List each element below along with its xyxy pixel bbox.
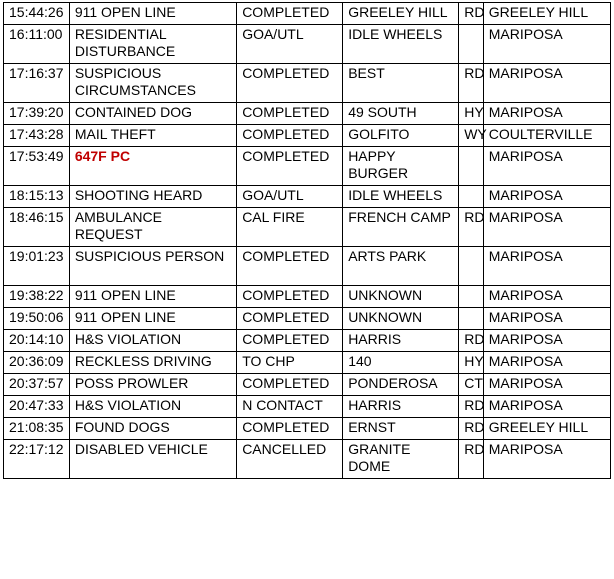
street-suffix-cell xyxy=(459,247,484,286)
city-cell: MARIPOSA xyxy=(483,330,610,352)
incident-cell: POSS PROWLER xyxy=(69,374,236,396)
table-row xyxy=(4,286,611,308)
street-cell: BEST xyxy=(343,64,459,103)
street-suffix-cell: RD xyxy=(459,418,484,440)
disposition-cell: COMPLETED xyxy=(237,64,343,103)
street-suffix-cell: RD xyxy=(459,64,484,103)
disposition-cell: GOA/UTL xyxy=(237,186,343,208)
table-row xyxy=(4,147,611,186)
street-suffix-cell: RD xyxy=(459,330,484,352)
time-cell: 17:16:37 xyxy=(4,64,70,103)
time-cell: 19:01:23 xyxy=(4,247,70,286)
street-cell: FRENCH CAMP xyxy=(343,208,459,247)
time-cell: 20:36:09 xyxy=(4,352,70,374)
street-suffix-cell xyxy=(459,308,484,330)
street-cell: HARRIS xyxy=(343,396,459,418)
disposition-cell: COMPLETED xyxy=(237,147,343,186)
city-cell: MARIPOSA xyxy=(483,186,610,208)
time-cell: 18:15:13 xyxy=(4,186,70,208)
incident-cell: H&S VIOLATION xyxy=(69,396,236,418)
street-cell: ARTS PARK xyxy=(343,247,459,286)
incident-log-table xyxy=(3,2,611,479)
table-row xyxy=(4,103,611,125)
table-row xyxy=(4,208,611,247)
street-suffix-cell xyxy=(459,286,484,308)
time-cell: 17:39:20 xyxy=(4,103,70,125)
time-cell: 19:38:22 xyxy=(4,286,70,308)
table-row xyxy=(4,3,611,25)
incident-cell: CONTAINED DOG xyxy=(69,103,236,125)
disposition-cell: TO CHP xyxy=(237,352,343,374)
table-row xyxy=(4,396,611,418)
time-cell: 17:53:49 xyxy=(4,147,70,186)
disposition-cell: CANCELLED xyxy=(237,440,343,479)
street-cell: PONDEROSA xyxy=(343,374,459,396)
disposition-cell: GOA/UTL xyxy=(237,25,343,64)
table-row xyxy=(4,308,611,330)
street-cell: IDLE WHEELS xyxy=(343,25,459,64)
time-cell: 18:46:15 xyxy=(4,208,70,247)
time-cell: 16:11:00 xyxy=(4,25,70,64)
incident-cell: SHOOTING HEARD xyxy=(69,186,236,208)
table-row xyxy=(4,352,611,374)
incident-cell: SUSPICIOUS CIRCUMSTANCES xyxy=(69,64,236,103)
street-suffix-cell: RD xyxy=(459,208,484,247)
incident-cell: 911 OPEN LINE xyxy=(69,286,236,308)
incident-cell: AMBULANCE REQUEST xyxy=(69,208,236,247)
street-suffix-cell: WY xyxy=(459,125,484,147)
street-cell: UNKNOWN xyxy=(343,286,459,308)
incident-cell: DISABLED VEHICLE xyxy=(69,440,236,479)
city-cell: MARIPOSA xyxy=(483,64,610,103)
table-row xyxy=(4,186,611,208)
city-cell: MARIPOSA xyxy=(483,103,610,125)
street-suffix-cell: RD xyxy=(459,440,484,479)
table-row xyxy=(4,125,611,147)
street-cell: 140 xyxy=(343,352,459,374)
city-cell: MARIPOSA xyxy=(483,396,610,418)
disposition-cell: N CONTACT xyxy=(237,396,343,418)
city-cell: MARIPOSA xyxy=(483,308,610,330)
time-cell: 20:37:57 xyxy=(4,374,70,396)
city-cell: GREELEY HILL xyxy=(483,3,610,25)
table-row xyxy=(4,247,611,286)
time-cell: 20:47:33 xyxy=(4,396,70,418)
disposition-cell: COMPLETED xyxy=(237,3,343,25)
street-cell: GREELEY HILL xyxy=(343,3,459,25)
city-cell: MARIPOSA xyxy=(483,147,610,186)
city-cell: MARIPOSA xyxy=(483,374,610,396)
time-cell: 15:44:26 xyxy=(4,3,70,25)
street-cell: 49 SOUTH xyxy=(343,103,459,125)
street-suffix-cell: CT xyxy=(459,374,484,396)
street-suffix-cell: RD xyxy=(459,396,484,418)
city-cell: MARIPOSA xyxy=(483,286,610,308)
disposition-cell: COMPLETED xyxy=(237,247,343,286)
city-cell: GREELEY HILL xyxy=(483,418,610,440)
time-cell: 22:17:12 xyxy=(4,440,70,479)
disposition-cell: COMPLETED xyxy=(237,418,343,440)
time-cell: 17:43:28 xyxy=(4,125,70,147)
street-cell: GOLFITO xyxy=(343,125,459,147)
incident-cell: MAIL THEFT xyxy=(69,125,236,147)
city-cell: MARIPOSA xyxy=(483,208,610,247)
street-cell: HARRIS xyxy=(343,330,459,352)
street-cell: HAPPY BURGER xyxy=(343,147,459,186)
disposition-cell: COMPLETED xyxy=(237,103,343,125)
city-cell: MARIPOSA xyxy=(483,440,610,479)
time-cell: 19:50:06 xyxy=(4,308,70,330)
street-suffix-cell xyxy=(459,147,484,186)
street-cell: ERNST xyxy=(343,418,459,440)
incident-cell: RESIDENTIAL DISTURBANCE xyxy=(69,25,236,64)
time-cell: 21:08:35 xyxy=(4,418,70,440)
city-cell: MARIPOSA xyxy=(483,25,610,64)
table-row xyxy=(4,64,611,103)
table-row xyxy=(4,330,611,352)
incident-cell: 911 OPEN LINE xyxy=(69,308,236,330)
disposition-cell: COMPLETED xyxy=(237,330,343,352)
incident-cell: SUSPICIOUS PERSON xyxy=(69,247,236,286)
table-row xyxy=(4,440,611,479)
disposition-cell: COMPLETED xyxy=(237,374,343,396)
incident-cell: RECKLESS DRIVING xyxy=(69,352,236,374)
incident-cell-highlighted: 647F PC xyxy=(69,147,236,186)
disposition-cell: COMPLETED xyxy=(237,308,343,330)
city-cell: MARIPOSA xyxy=(483,352,610,374)
city-cell: MARIPOSA xyxy=(483,247,610,286)
disposition-cell: COMPLETED xyxy=(237,125,343,147)
incident-cell: 911 OPEN LINE xyxy=(69,3,236,25)
disposition-cell: CAL FIRE xyxy=(237,208,343,247)
street-suffix-cell: HY xyxy=(459,103,484,125)
street-suffix-cell: HY xyxy=(459,352,484,374)
street-suffix-cell xyxy=(459,186,484,208)
table-row xyxy=(4,374,611,396)
table-row xyxy=(4,418,611,440)
street-suffix-cell: RD xyxy=(459,3,484,25)
street-cell: UNKNOWN xyxy=(343,308,459,330)
street-cell: IDLE WHEELS xyxy=(343,186,459,208)
city-cell: COULTERVILLE xyxy=(483,125,610,147)
incident-cell: H&S VIOLATION xyxy=(69,330,236,352)
table-row xyxy=(4,25,611,64)
time-cell: 20:14:10 xyxy=(4,330,70,352)
street-suffix-cell xyxy=(459,25,484,64)
disposition-cell: COMPLETED xyxy=(237,286,343,308)
incident-cell: FOUND DOGS xyxy=(69,418,236,440)
street-cell: GRANITE DOME xyxy=(343,440,459,479)
